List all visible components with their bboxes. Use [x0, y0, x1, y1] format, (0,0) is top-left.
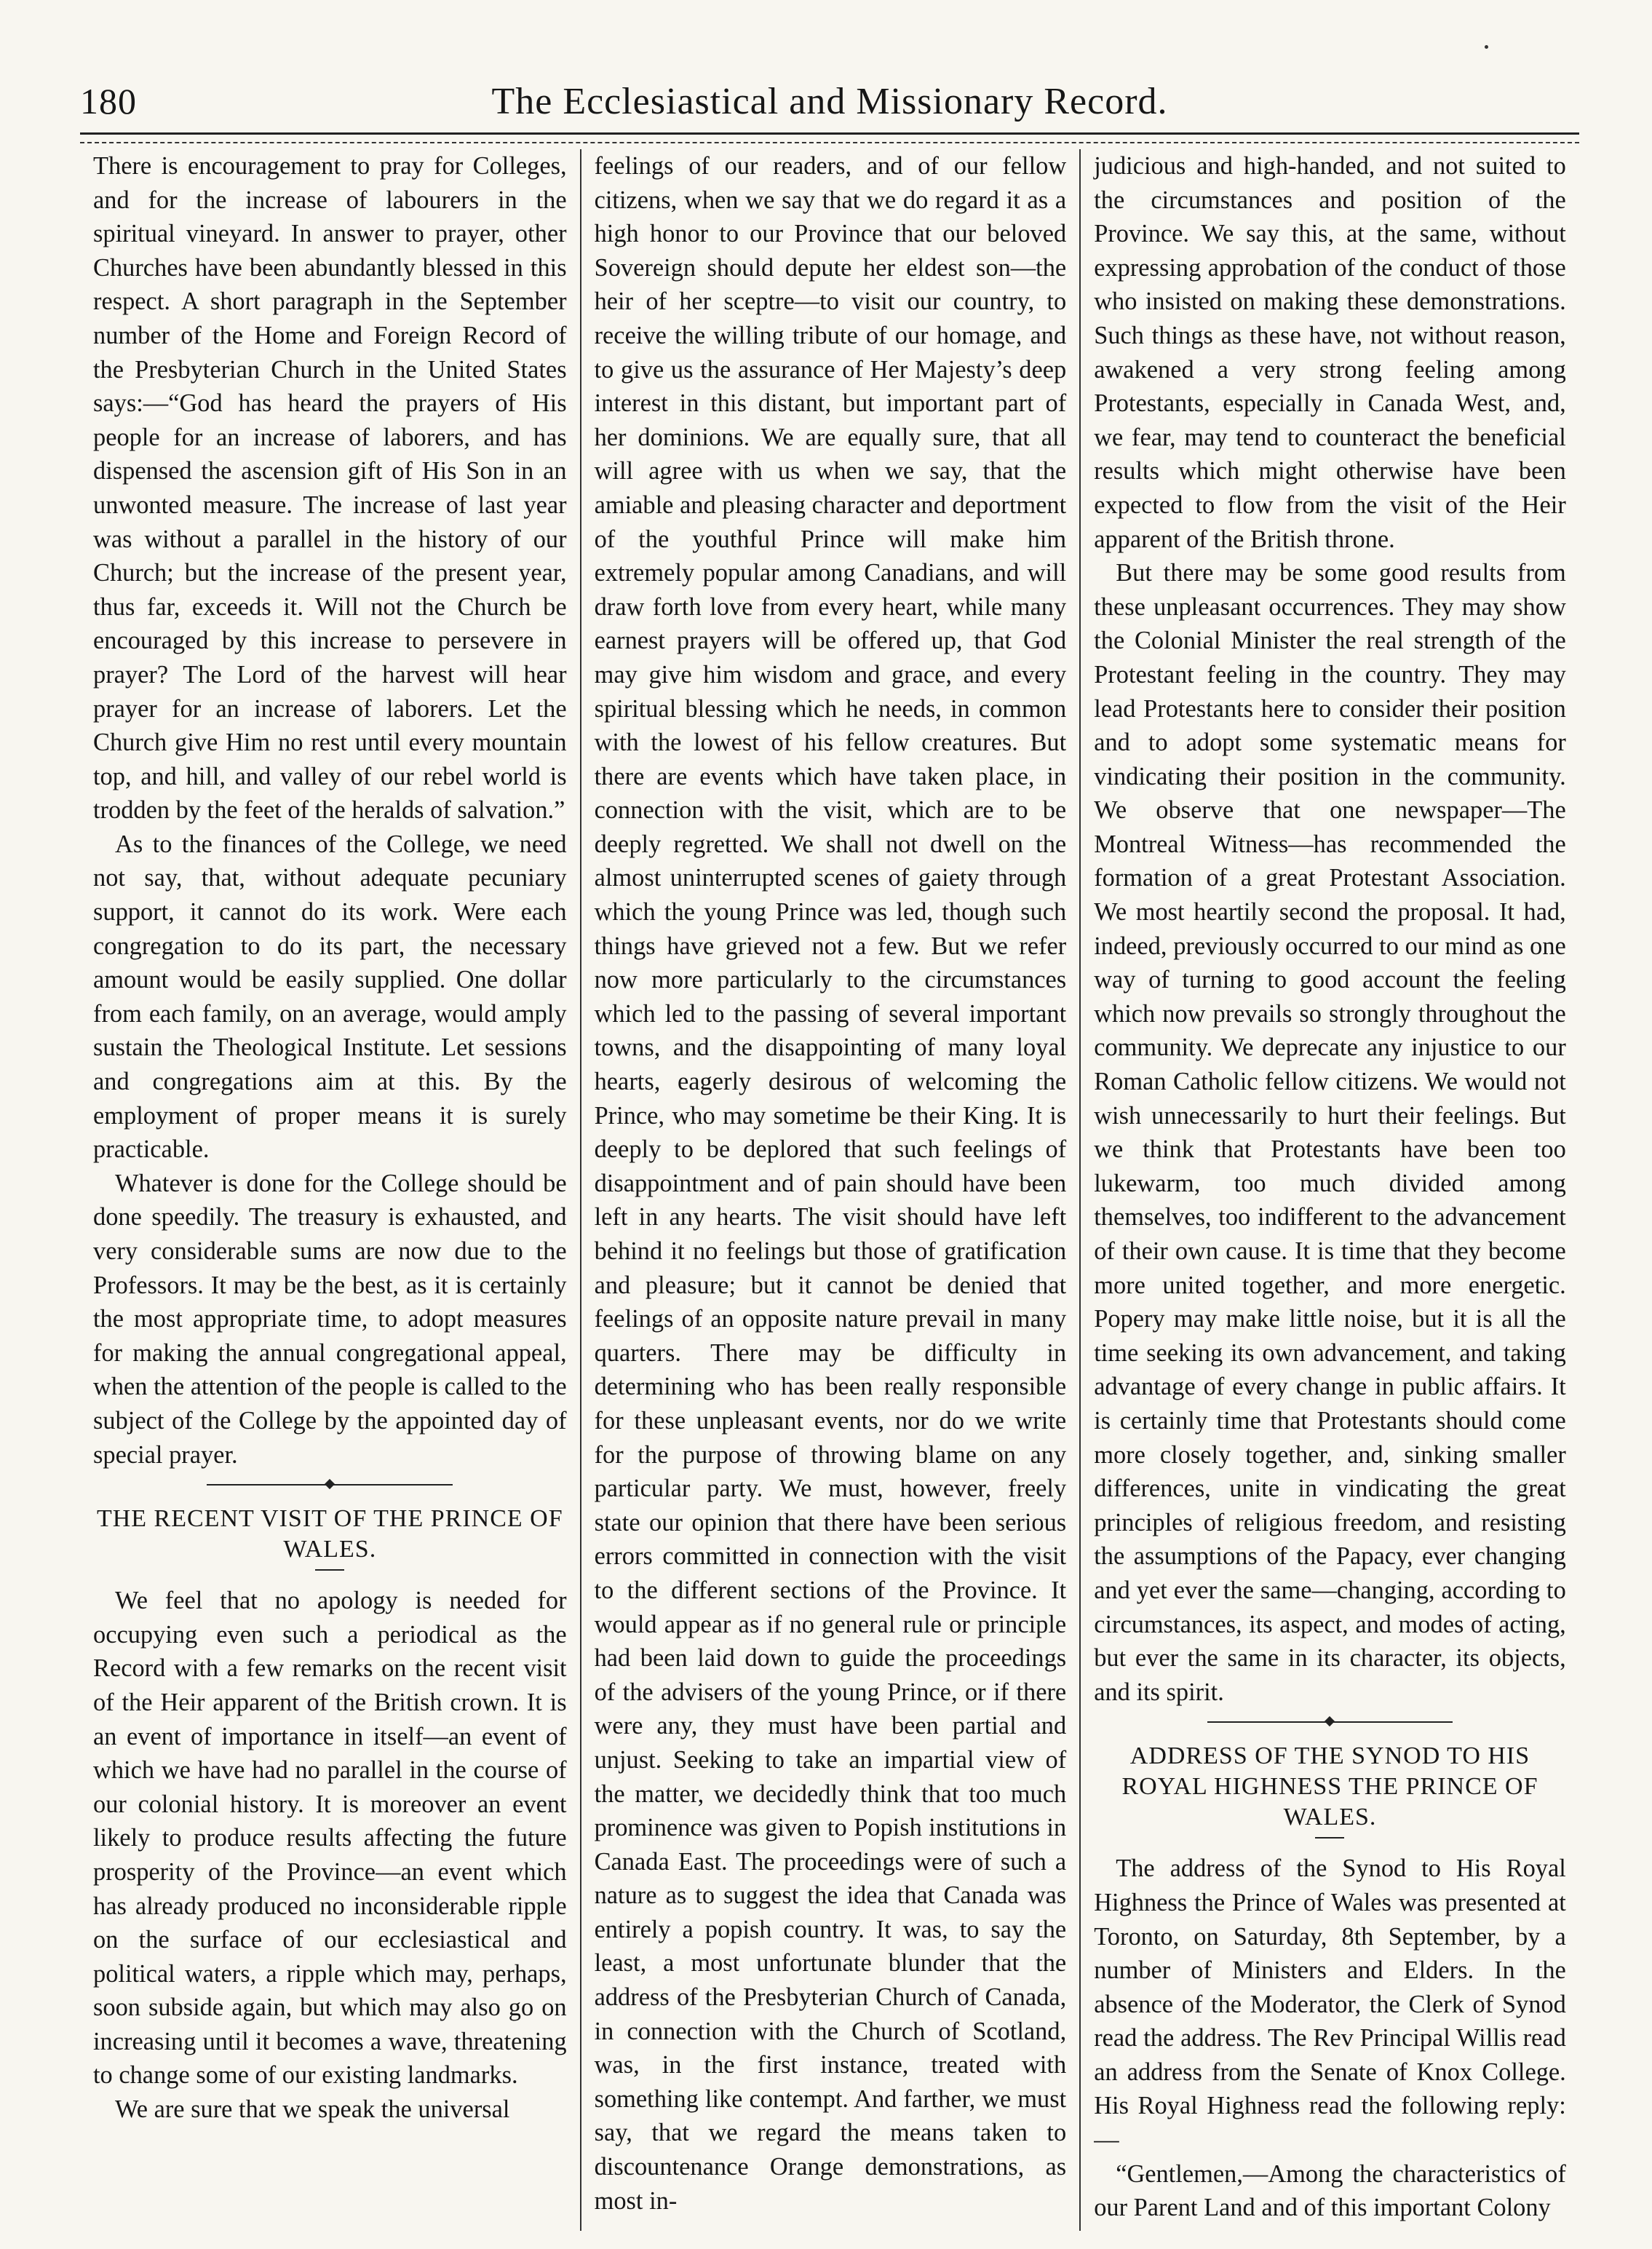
paragraph: The address of the Synod to His Royal Highness the Prince of Wales was presented at Toronto, on Saturday, 8th September, by a number of Ministers and Elders. In the absence of the Moderator, the Clerk of Synod read the address. The Rev Principal Willis read an address from the Senate of Knox College. His Royal Highness read the following reply:—	[1094, 1855, 1566, 2154]
paragraph: Whatever is done for the College should be done speedily. The treasury is exhausted, and very considerable sums are now due to the Professors. It may be the best, as it is certainly the most appropriate time, to adopt measures for making the annual congregational appeal, when the attention of the people is called to the subject of the College by the appointed day of special prayer.	[93, 1169, 567, 1469]
paragraph: We feel that no apology is needed for occupying even such a periodical as the Record with a few remarks on the recent visit of the Heir apparent of the British crown. It is an event of importance in itself—an event of which we have had no parallel in the course of our colonial history. It is moreover an event likely to produce results affecting the future prosperity of the Province—an event which has already produced no inconsiderable ripple on the surface of our ecclesiastical and political waters, a ripple which may, perhaps, soon subside again, but which may also go on increasing until it becomes a wave, threatening to change some of our existing landmarks.	[93, 1587, 567, 2090]
paragraph: We are sure that we speak the universal	[115, 2095, 510, 2124]
paragraph: feelings of our readers, and of our fellow citizens, when we say that we do regard it as a high honor to our Province that our beloved Sovereign should depute her eldest son—the heir of her sceptre—to visit our country, to receive the willing tribute of our homage, and to give us the assurance of Her Majesty’s deep interest in this distant, but important part of her dominions. We are equally sure, that all will agree with us when we say, that the amiable and pleasing character and deportment of the youthful Prince will make him extremely popular among Canadians, and will draw forth love from every heart, while many earnest prayers will be offered up, that God may give him wisdom and grace, and every spiritual blessing which he needs, in common with the lowest of his fellow creatures. But there are events which have taken place, in connection with the visit, which are to be deeply regretted. We shall not dwell on the almost uninterrupted scenes of gaiety through which the young Prince was led, though such things have grieved not a few. But we refer now more particularly to the circumstances which led to the passing of several important towns, and the disappointing of many loyal hearts, eagerly desirous of welcoming the Prince, who may sometime be their King. It is deeply to be deplored that such feelings of disappointment and of pain should have been left in any hearts. The visit should have left behind it no feelings but those of gratification and pleasure; but it cannot be denied that feelings of an opposite nature prevail in many quarters. There may be difficulty in determining who has been really responsible for these unpleasant events, nor do we write for the purpose of throwing blame on any particular party. We must, however, freely state our opinion that there have been serious errors committed in connection with the visit to the different sections of the Province. It would appear as if no general rule or principle had been laid down to guide the proceedings of the advisers of the young Prince, or if there were any, they must have been partial and unjust. Seeking to take an impartial view of the matter, we decidedly think that too much prominence was given to Popish institutions in Canada East. The proceedings were of such a nature as to suggest the idea that Canada was entirely a popish country. It was, to say the least, a most unfortunate blunder that the address of the Presbyterian Church of Canada, in connection with the Church of Scotland, was, in the first instance, treated with something like contempt. And farther, we must say, that we regard the means taken to discountenance Orange demonstrations, as most in-	[594, 152, 1067, 2215]
print-speck	[1485, 45, 1488, 49]
column-left	[80, 149, 580, 2231]
text-columns	[80, 149, 1579, 2231]
section-divider-ornament	[1207, 1718, 1453, 1726]
heading-dash	[1315, 1837, 1344, 1839]
paragraph: As to the finances of the College, we need not say, that, without adequate pecuniary support, it cannot do its work. Were each congregation to do its part, the necessary amount would be easily supplied. One dollar from each family, on an average, would amply sustain the Theological Institute. Let sessions and congregations aim at this. By the employment of proper means it is surely practicable.	[93, 830, 567, 1164]
paragraph: “Gentlemen,—Among the characteristics of our Parent Land and of this important Colony	[1094, 2159, 1566, 2222]
paragraph: There is encouragement to pray for Colleges, and for the increase of labourers in the spiritual vineyard. In answer to prayer, other Churches have been abundantly blessed in this respect. A short paragraph in the September number of the Home and Foreign Record of the Presbyterian Church in the United States says:—“God has heard the prayers of His people for an increase of laborers, and has dispensed the ascension gift of His Son in an unwonted measure. The increase of last year was without a parallel in the history of our Church; but the increase of the present year, thus far, exceeds it. Will not the Church be encouraged by this increase to persevere in prayer? The Lord of the harvest will hear prayer for an increase of laborers. Let the Church give Him no rest until every mountain top, and hill, and valley of our rebel world is trodden by the feet of the heralds of salvation.”	[93, 152, 567, 825]
column-middle	[580, 149, 1080, 2231]
column-right	[1079, 149, 1579, 2231]
paragraph: But there may be some good results from these unpleasant occurrences. They may show the Colonial Minister the real strength of the Protestant feeling in the country. They may lead Protestants here to consider their position and to adopt some systematic means for vindicating their position in the community. We observe that one newspaper—The Montreal Witness—has recommended the formation of a great Protestant Association. We most heartily second the proposal. It had, indeed, previously occurred to our mind as one way of turning to good account the feeling which now prevails so strongly throughout the community. We deprecate any injustice to our Roman Catholic fellow citizens. We would not wish unnecessarily to hurt their feelings. But we think that Protestants have been too lukewarm, too much divided among themselves, too indifferent to the advancement of their own cause. It is time that they become more united together, and more energetic. Popery may make little noise, but it is all the time seeking its own advancement, and taking advantage of every change in public affairs. It is certainly time that Protestants should come more closely together, and, sinking smaller differences, unite in vindicating the great principles of religious freedom, and resisting the assumptions of the Papacy, ever changing and yet ever the same—changing, according to circumstances, its aspect, and modes of acting, but ever the same in its character, its objects, and its spirit.	[1094, 559, 1566, 1706]
diamond-ornament-icon	[1325, 1716, 1335, 1726]
heading-dash	[315, 1569, 344, 1571]
running-title: The Ecclesiastical and Missionary Record.	[491, 81, 1168, 122]
diamond-ornament-icon	[325, 1479, 335, 1489]
article-heading: ADDRESS OF THE SYNOD TO HIS ROYAL HIGHNESS THE PRINCE OF WALES.	[1121, 1742, 1538, 1831]
header-rule	[80, 132, 1579, 143]
section-divider-ornament	[207, 1480, 453, 1489]
article-heading: THE RECENT VISIT OF THE PRINCE OF WALES.	[96, 1505, 563, 1563]
page-number: 180	[80, 81, 137, 122]
page-header	[80, 80, 1579, 131]
paragraph: judicious and high-handed, and not suited to the circumstances and position of the Province. We say this, at the same, without expressing approbation of the conduct of those who insisted on making these demonstrations. Such things as these have, not without reason, awakened a very strong feeling among Protestants, especially in Canada West, and, we fear, may tend to counteract the beneficial results which might otherwise have been expected to flow from the visit of the Heir apparent of the British throne.	[1094, 152, 1566, 553]
